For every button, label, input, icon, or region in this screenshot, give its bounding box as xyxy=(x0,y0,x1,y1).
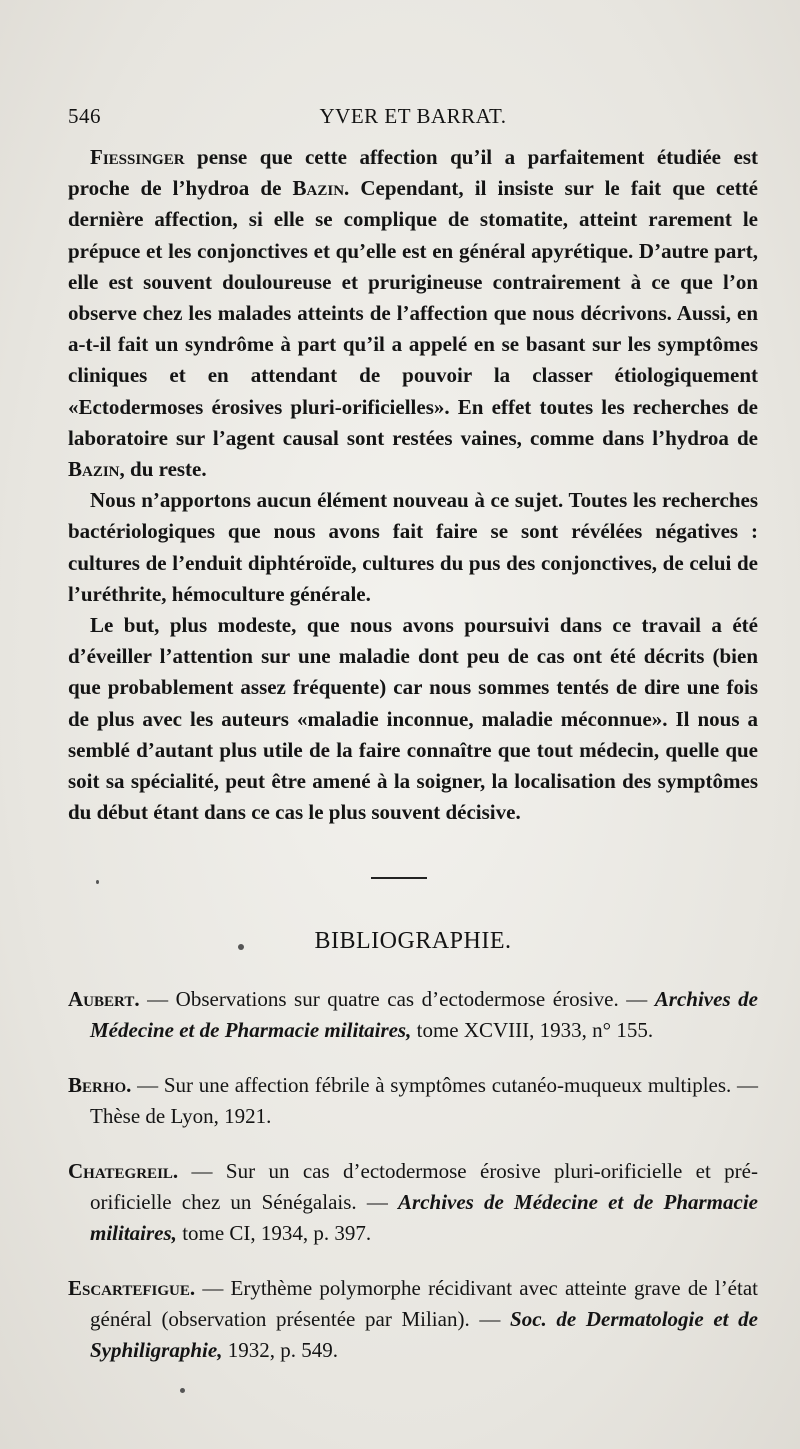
entry-author: Aubert. xyxy=(68,987,140,1011)
author-name: Bazin xyxy=(68,457,120,482)
paragraph-2: Nous n’apportons aucun élément nouveau à ce sujet. Toutes les recherches bactériologiques que nous avons fait faire se sont révélées négatives : cultures de l’enduit diphtéroïde, cultures du pus des conjonctives, de celui de l’uréthrite, hémoculture générale. xyxy=(68,488,758,606)
entry-journal: Archives de Médecine et de Pharmacie militaires, xyxy=(90,987,758,1042)
entry-text: — Sur un cas d’ectodermose érosive pluri-orificielle et pré-orificielle chez un Sénégalais. — xyxy=(90,1159,758,1214)
entry-tail: tome CI, 1934, p. 397. xyxy=(176,1221,372,1245)
bibliography-entry xyxy=(68,1273,758,1366)
bibliography-list xyxy=(68,984,758,1390)
entry-text: — Sur une affection fébrile à symptômes cutanéo-muqueux multiples. — Thèse de Lyon, 1921. xyxy=(90,1073,758,1128)
bibliography-entry xyxy=(68,1156,758,1249)
paragraph-3: Le but, plus modeste, que nous avons poursuivi dans ce travail a été d’éveiller l’attention sur une maladie dont peu de cas ont été décrits (bien que probablement assez fréquente) car nous sommes tentés de dire une fois de plus avec les auteurs «maladie inconnue, maladie méconnue». Il nous a semblé d’autant plus utile de la faire connaître que tout médecin, quelle que soit sa spécialité, peut être amené à la soigner, la localisation des symptômes du début étant dans ce cas le plus souvent décisive. xyxy=(68,613,758,825)
paragraph-1 xyxy=(68,142,758,485)
entry-author: Escartefigue. xyxy=(68,1276,196,1300)
entry-author: Chategreil. xyxy=(68,1159,179,1183)
bibliography-entry xyxy=(68,984,758,1046)
body-text xyxy=(68,142,758,828)
paragraph-1-text-b: . Cependant, il insiste sur le fait que cetté dernière affection, si elle se complique de stomatite, atteint rarement le prépuce et les conjonctives et qu’elle est en général apyrétique. D’autre part, elle est souvent douloureuse et prurigineuse contrairement à ce que l’on observe chez les malades atteints de l’affection que nous décrivons. Aussi, en a-t-il fait un syndrôme à part qu’il a appelé en se basant sur les symptômes cliniques et en attendant de pouvoir la classer étiologiquement «Ectodermoses érosives pluri-orificielles». En effet toutes les recherches de laboratoire sur l’agent causal sont restées vaines, comme dans l’hydroa de xyxy=(68,176,758,450)
print-speck xyxy=(180,1388,185,1393)
running-title: YVER ET BARRAT. xyxy=(319,104,507,128)
entry-journal: Archives de Médecine et de Pharmacie militaires, xyxy=(90,1190,758,1245)
entry-author: Berho. xyxy=(68,1073,132,1097)
entry-tail: tome XCVIII, 1933, n° 155. xyxy=(411,1018,654,1042)
page-header xyxy=(68,104,758,138)
author-name: Fiessinger xyxy=(90,145,185,169)
bibliography-heading: BIBLIOGRAPHIE. xyxy=(314,928,512,954)
section-divider xyxy=(371,877,427,879)
page-number: 546 xyxy=(68,104,101,128)
author-name: Bazin xyxy=(292,176,345,201)
paragraph-1-text-a: pense que cette affection qu’il a parfaitement étudiée est proche de l’hydroa de xyxy=(68,145,758,201)
entry-journal: Soc. de Dermatologie et de Syphiligraphie, xyxy=(90,1307,758,1362)
print-speck xyxy=(238,944,244,950)
entry-text: — Erythème polymorphe récidivant avec atteinte grave de l’état général (observation présentée par Milian). — xyxy=(90,1276,758,1331)
entry-text: — Observations sur quatre cas d’ectodermose érosive. — xyxy=(139,987,655,1011)
paragraph-1-text-c: , du reste. xyxy=(119,457,207,482)
print-speck xyxy=(96,880,99,884)
bibliography-entry xyxy=(68,1070,758,1132)
entry-tail: 1932, p. 549. xyxy=(222,1338,338,1362)
